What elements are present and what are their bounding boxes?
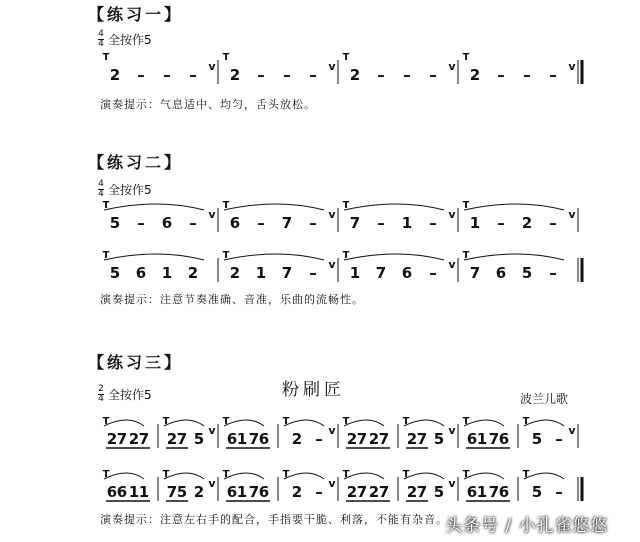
note: 6 — [466, 430, 478, 448]
note: 7 — [116, 430, 128, 448]
breath-mark: v — [568, 424, 576, 437]
time-signature: $\frac{4}{4}$ — [98, 179, 104, 199]
note: 7 — [248, 430, 260, 448]
note: 6 — [135, 264, 147, 282]
tempo-label: 全按作5 — [108, 388, 152, 402]
slur — [284, 420, 324, 426]
breath-mark: v — [208, 208, 216, 221]
sustain-dash: – — [549, 264, 557, 282]
note: 6 — [226, 430, 238, 448]
note: 2 — [406, 483, 418, 501]
sustain-dash: – — [163, 66, 171, 84]
tongue-mark: T — [102, 52, 110, 63]
note: 6 — [106, 483, 118, 501]
slur — [464, 420, 504, 426]
tongue-mark: T — [342, 200, 350, 211]
note: 1 — [255, 264, 267, 282]
note: 1 — [138, 483, 150, 501]
note: 6 — [161, 214, 173, 232]
sustain-dash: – — [555, 430, 563, 448]
tongue-mark: T — [342, 250, 350, 261]
breath-mark: v — [448, 208, 456, 221]
slur — [224, 254, 324, 260]
slur — [524, 473, 564, 479]
note: 7 — [281, 264, 293, 282]
note: 5 — [176, 483, 188, 501]
note: 5 — [521, 264, 533, 282]
tongue-mark: T — [342, 469, 350, 480]
sustain-dash: – — [315, 430, 323, 448]
tongue-mark: T — [102, 200, 110, 211]
note: 6 — [258, 483, 270, 501]
tempo-label: 全按作5 — [108, 183, 152, 197]
note: 7 — [416, 483, 428, 501]
slur — [344, 473, 384, 479]
note: 7 — [349, 214, 361, 232]
tongue-mark: T — [162, 416, 170, 427]
note: 1 — [236, 430, 248, 448]
note: 7 — [248, 483, 260, 501]
note: 2 — [346, 483, 358, 501]
slur — [404, 473, 444, 479]
tongue-mark: T — [282, 469, 290, 480]
sustain-dash: – — [377, 214, 385, 232]
tongue-mark: T — [222, 469, 230, 480]
note: 7 — [138, 430, 150, 448]
breath-mark: v — [328, 208, 336, 221]
note: 1 — [236, 483, 248, 501]
breath-mark: v — [328, 258, 336, 271]
note: 2 — [349, 66, 361, 84]
note: 6 — [498, 483, 510, 501]
tongue-mark: T — [342, 416, 350, 427]
note: 7 — [356, 430, 368, 448]
note: 2 — [291, 430, 303, 448]
section-3-heading: 【练习三】 — [88, 353, 184, 372]
slur — [464, 254, 564, 260]
sustain-dash: – — [429, 214, 437, 232]
tongue-mark: T — [462, 469, 470, 480]
note: 7 — [281, 214, 293, 232]
sustain-dash: – — [315, 483, 323, 501]
song-title: 粉刷匠 — [282, 380, 345, 400]
tongue-mark: T — [102, 469, 110, 480]
note: 2 — [346, 430, 358, 448]
tongue-mark: T — [522, 469, 530, 480]
tongue-mark: T — [222, 200, 230, 211]
tongue-mark: T — [102, 416, 110, 427]
slur — [284, 473, 324, 479]
breath-mark: v — [208, 60, 216, 73]
note: 2 — [229, 66, 241, 84]
tongue-mark: T — [462, 416, 470, 427]
sustain-dash: – — [137, 66, 145, 84]
sustain-dash: – — [283, 66, 291, 84]
note: 2 — [106, 430, 118, 448]
note: 6 — [495, 264, 507, 282]
tongue-mark: T — [162, 469, 170, 480]
note: 2 — [291, 483, 303, 501]
section-3-tip: 演奏提示：注意左右手的配合，手指要干脆、利落，不能有杂音。 — [100, 513, 448, 526]
tempo-label: 全按作5 — [108, 33, 152, 47]
sustain-dash: – — [549, 214, 557, 232]
note: 6 — [258, 430, 270, 448]
sustain-dash: – — [257, 214, 265, 232]
breath-mark: v — [568, 208, 576, 221]
sustain-dash: – — [549, 66, 557, 84]
breath-mark: v — [328, 477, 336, 490]
slur — [104, 420, 144, 426]
slur — [164, 473, 204, 479]
note: 2 — [187, 264, 199, 282]
slur — [104, 204, 204, 210]
note: 2 — [109, 66, 121, 84]
note: 7 — [378, 430, 390, 448]
tongue-mark: T — [222, 416, 230, 427]
sustain-dash: – — [429, 264, 437, 282]
sustain-dash: – — [309, 264, 317, 282]
slur — [224, 420, 264, 426]
sustain-dash: – — [497, 214, 505, 232]
time-signature: $\frac{2}{4}$ — [98, 384, 104, 404]
note: 2 — [128, 430, 140, 448]
tongue-mark: T — [402, 469, 410, 480]
sustain-dash: – — [189, 66, 197, 84]
note: 6 — [498, 430, 510, 448]
note: 2 — [521, 214, 533, 232]
breath-mark: v — [448, 424, 456, 437]
sustain-dash: – — [377, 66, 385, 84]
note: 7 — [488, 430, 500, 448]
tongue-mark: T — [462, 52, 470, 63]
note: 5 — [433, 483, 445, 501]
note: 1 — [476, 430, 488, 448]
section-2-heading: 【练习二】 — [88, 153, 184, 172]
sustain-dash: – — [309, 66, 317, 84]
note: 7 — [166, 483, 178, 501]
sustain-dash: – — [429, 66, 437, 84]
slur — [224, 204, 324, 210]
note: 2 — [166, 430, 178, 448]
tongue-mark: T — [102, 250, 110, 261]
breath-mark: v — [568, 60, 576, 73]
breath-mark: v — [208, 424, 216, 437]
slur — [224, 473, 264, 479]
note: 5 — [193, 430, 205, 448]
tongue-mark: T — [462, 250, 470, 261]
sustain-dash: – — [257, 66, 265, 84]
note: 7 — [416, 430, 428, 448]
time-signature: $\frac{4}{4}$ — [98, 29, 104, 49]
breath-mark: v — [448, 60, 456, 73]
slur — [404, 420, 444, 426]
section-1-tip: 演奏提示：气息适中、均匀，舌头放松。 — [100, 98, 316, 111]
note: 7 — [469, 264, 481, 282]
slur — [524, 420, 564, 426]
note: 7 — [378, 483, 390, 501]
note: 6 — [116, 483, 128, 501]
note: 6 — [226, 483, 238, 501]
note: 6 — [229, 214, 241, 232]
note: 1 — [161, 264, 173, 282]
breath-mark: v — [448, 477, 456, 490]
slur — [104, 254, 204, 260]
note: 1 — [128, 483, 140, 501]
sustain-dash: – — [309, 214, 317, 232]
note: 5 — [531, 430, 543, 448]
tongue-mark: T — [522, 416, 530, 427]
note: 2 — [229, 264, 241, 282]
breath-mark: v — [328, 60, 336, 73]
note: 2 — [469, 66, 481, 84]
tongue-mark: T — [462, 200, 470, 211]
slur — [344, 420, 384, 426]
note: 2 — [406, 430, 418, 448]
section-1-heading: 【练习一】 — [88, 5, 184, 24]
tongue-mark: T — [342, 52, 350, 63]
sustain-dash: – — [523, 66, 531, 84]
tongue-mark: T — [222, 52, 230, 63]
note: 7 — [356, 483, 368, 501]
slur — [344, 204, 444, 210]
note: 2 — [368, 483, 380, 501]
watermark: 头条号 / 小孔雀悠悠 — [445, 516, 609, 536]
slur — [464, 473, 504, 479]
breath-mark: v — [208, 477, 216, 490]
composer: 波兰儿歌 — [520, 392, 569, 406]
slur — [104, 473, 144, 479]
note: 1 — [476, 483, 488, 501]
section-2-tip: 演奏提示：注意节奏准确、音准，乐曲的流畅性。 — [100, 293, 364, 306]
sustain-dash: – — [555, 483, 563, 501]
note: 1 — [469, 214, 481, 232]
note: 5 — [433, 430, 445, 448]
tongue-mark: T — [402, 416, 410, 427]
slur — [164, 420, 204, 426]
note: 5 — [531, 483, 543, 501]
note: 5 — [109, 264, 121, 282]
sustain-dash: – — [497, 66, 505, 84]
note: 6 — [466, 483, 478, 501]
note: 7 — [176, 430, 188, 448]
breath-mark: v — [448, 258, 456, 271]
note: 2 — [193, 483, 205, 501]
tongue-mark: T — [222, 250, 230, 261]
breath-mark: v — [328, 424, 336, 437]
note: 7 — [375, 264, 387, 282]
slur — [344, 254, 444, 260]
note: 5 — [109, 214, 121, 232]
tongue-mark: T — [282, 416, 290, 427]
note: 7 — [488, 483, 500, 501]
note: 2 — [368, 430, 380, 448]
sustain-dash: – — [137, 214, 145, 232]
note: 1 — [401, 214, 413, 232]
sustain-dash: – — [403, 66, 411, 84]
slur — [464, 204, 564, 210]
sustain-dash: – — [189, 214, 197, 232]
note: 1 — [349, 264, 361, 282]
note: 6 — [401, 264, 413, 282]
